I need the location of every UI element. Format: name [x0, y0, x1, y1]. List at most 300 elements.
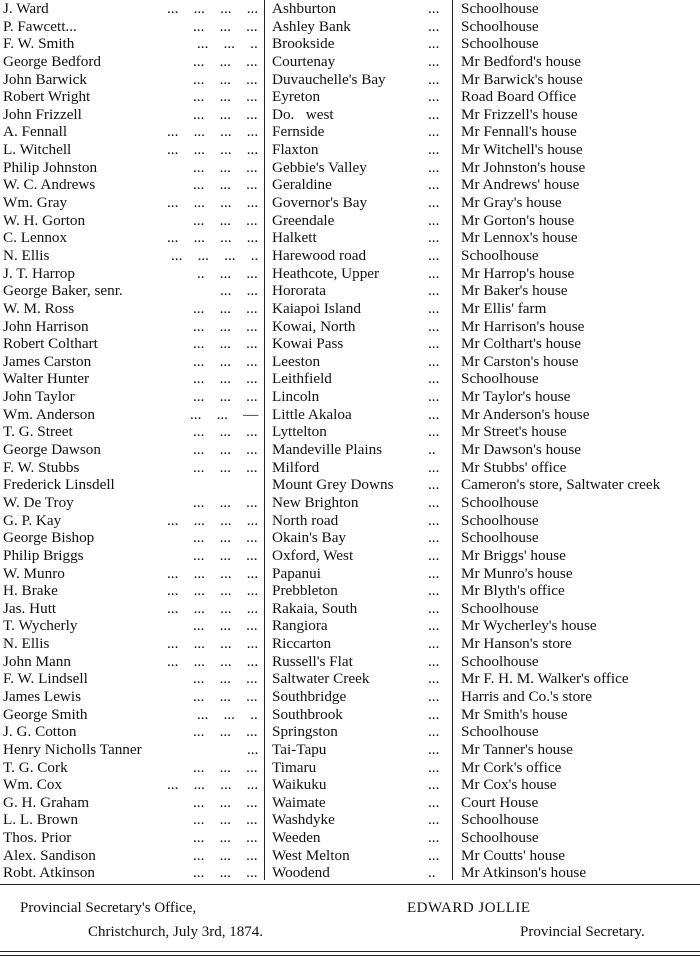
officer-name: J. G. Cotton [3, 723, 77, 741]
officer-name: John Harrison [3, 317, 89, 335]
polling-place: Harewood road [272, 246, 367, 264]
polling-location: Schoolhouse [461, 370, 539, 388]
leader-dots-2: ... [428, 352, 440, 370]
leader-dots: ... ... ... [193, 441, 258, 459]
leader-dots: ... ... ... [193, 546, 258, 564]
table-row [0, 88, 700, 106]
table-row [0, 123, 700, 141]
leader-dots-2: ... [428, 158, 440, 176]
polling-place: Flaxton [272, 141, 319, 159]
leader-dots: ... ... ... [193, 88, 258, 106]
leader-dots: ... ... ... [193, 617, 258, 635]
table-row [0, 0, 700, 18]
polling-place: Milford [272, 458, 320, 476]
polling-location: Mr Lennox's house [461, 229, 578, 247]
officer-name: N. Ellis [3, 635, 50, 653]
officer-name: W. De Troy [3, 493, 74, 511]
leader-dots-2: .. [428, 441, 436, 459]
leader-dots-2: ... [428, 582, 440, 600]
polling-place: Lincoln [272, 388, 320, 406]
leader-dots: ... ... ... [193, 670, 258, 688]
leader-dots-2: ... [428, 670, 440, 688]
officer-name: F. W. Lindsell [3, 670, 88, 688]
table-row [0, 635, 700, 653]
polling-location: Mr Johnston's house [461, 158, 586, 176]
polling-place: Gebbie's Valley [272, 158, 367, 176]
polling-location: Mr Bedford's house [461, 52, 582, 70]
officer-name: J. T. Harrop [3, 264, 75, 282]
leader-dots-2: ... [428, 70, 440, 88]
table-row [0, 265, 700, 283]
table-row [0, 653, 700, 671]
polling-location: Mr Tanner's house [461, 740, 573, 758]
leader-dots: ... ... ... [193, 52, 258, 70]
leader-dots: ... ... ... [193, 211, 258, 229]
date-line: Christchurch, July 3rd, 1874. [88, 924, 263, 940]
leader-dots-2: ... [428, 264, 440, 282]
polling-location: Mr Atkinson's house [461, 864, 587, 882]
officer-name: P. Fawcett... [3, 17, 77, 35]
leader-dots-2: ... [428, 282, 440, 300]
leader-dots-2: ... [428, 105, 440, 123]
leader-dots: ... ... ... ... [167, 652, 259, 670]
leader-dots-2: ... [428, 793, 440, 811]
polling-place: Halkett [272, 229, 317, 247]
polling-place: Leithfield [272, 370, 332, 388]
table-row [0, 794, 700, 812]
table-row [0, 247, 700, 265]
table-row [0, 106, 700, 124]
leader-dots: ... ... ... ... [167, 582, 259, 600]
officer-name: W. Munro [3, 564, 65, 582]
polling-place: West Melton [272, 846, 350, 864]
polling-location: Mr Wycherley's house [461, 617, 597, 635]
officer-name: George Bedford [3, 52, 101, 70]
table-row [0, 600, 700, 618]
table-row [0, 864, 700, 882]
leader-dots: ... ... ... ... [167, 511, 259, 529]
table-row [0, 459, 700, 477]
table-row [0, 282, 700, 300]
polling-place: Riccarton [272, 635, 332, 653]
leader-dots: ... ... ... [193, 335, 258, 353]
officer-name: John Taylor [3, 388, 75, 406]
leader-dots: ... ... ... [193, 105, 258, 123]
table-row [0, 617, 700, 635]
polling-location: Mr Ellis' farm [461, 299, 547, 317]
polling-location: Schoolhouse [461, 511, 539, 529]
leader-dots: ... ... ... ... [167, 123, 259, 141]
polling-place: Timaru [272, 758, 317, 776]
officer-name: F. W. Smith [3, 35, 75, 53]
polling-location: Mr Cox's house [461, 776, 557, 794]
leader-dots-2: ... [428, 0, 440, 17]
leader-dots-2: ... [428, 846, 440, 864]
polling-place: Fernside [272, 123, 325, 141]
leader-dots-2: ... [428, 423, 440, 441]
polling-place: Russell's Flat [272, 652, 353, 670]
footer-rule-bottom-2 [0, 955, 700, 956]
leader-dots: ... ... ... [193, 299, 258, 317]
officer-name: John Frizzell [3, 105, 82, 123]
polling-location: Mr Cork's office [461, 758, 562, 776]
table-row [0, 529, 700, 547]
leader-dots: ... ... ... [193, 793, 258, 811]
officer-name: Wm. Cox [3, 776, 63, 794]
leader-dots: .. ... ... [197, 264, 258, 282]
officer-name: H. Brake [3, 582, 58, 600]
polling-place: Oxford, West [272, 546, 354, 564]
table-row [0, 300, 700, 318]
polling-place: Waimate [272, 793, 326, 811]
polling-place: Heathcote, Upper [272, 264, 380, 282]
leader-dots: ... ... — [190, 405, 259, 423]
leader-dots: ... ... ... [193, 423, 258, 441]
leader-dots: ... ... ... [193, 529, 258, 547]
table-row [0, 194, 700, 212]
leader-dots: ... ... .. [197, 35, 258, 53]
officer-name: L. L. Brown [3, 811, 79, 829]
polling-location: Mr Hanson's store [461, 635, 572, 653]
leader-dots-2: .. [428, 864, 436, 882]
table-row [0, 512, 700, 530]
leader-dots: ... ... ... [193, 176, 258, 194]
leader-dots-2: ... [428, 123, 440, 141]
table-row [0, 670, 700, 688]
leader-dots-2: ... [428, 35, 440, 53]
leader-dots-2: ... [428, 687, 440, 705]
polling-place: Weeden [272, 829, 321, 847]
polling-location: Schoolhouse [461, 723, 539, 741]
table-row [0, 229, 700, 247]
officer-name: George Bishop [3, 529, 95, 547]
table-row [0, 406, 700, 424]
officer-name: Walter Hunter [3, 370, 90, 388]
leader-dots: ... ... ... [193, 493, 258, 511]
polling-location: Schoolhouse [461, 829, 539, 847]
polling-place: Duvauchelle's Bay [272, 70, 386, 88]
polling-place: Kaiapoi Island [272, 299, 361, 317]
table-row [0, 706, 700, 724]
polling-location: Court House [461, 793, 539, 811]
officer-name: F. W. Stubbs [3, 458, 80, 476]
officer-name: W. M. Ross [3, 299, 75, 317]
table-row [0, 759, 700, 777]
officer-name: George Smith [3, 705, 88, 723]
table-row [0, 212, 700, 230]
polling-location: Schoolhouse [461, 652, 539, 670]
leader-dots-2: ... [428, 617, 440, 635]
officer-name: James Carston [3, 352, 92, 370]
leader-dots: ... ... ... .. [171, 246, 259, 264]
table-row [0, 847, 700, 865]
footer-rule-top [0, 884, 700, 885]
polling-place: Rakaia, South [272, 599, 358, 617]
leader-dots-2: ... [428, 141, 440, 159]
polling-place: Woodend [272, 864, 330, 882]
polling-location: Road Board Office [461, 88, 577, 106]
table-row [0, 35, 700, 53]
leader-dots-2: ... [428, 723, 440, 741]
polling-location: Mr Witchell's house [461, 141, 583, 159]
leader-dots-2: ... [428, 405, 440, 423]
polling-place: Southbrook [272, 705, 343, 723]
leader-dots-2: ... [428, 17, 440, 35]
leader-dots: ... ... ... ... [167, 141, 259, 159]
leader-dots-2: ... [428, 176, 440, 194]
leader-dots: ... ... ... ... [167, 229, 259, 247]
leader-dots-2: ... [428, 370, 440, 388]
polling-location: Mr Fennall's house [461, 123, 577, 141]
polling-location: Mr Andrews' house [461, 176, 580, 194]
polling-location: Mr Gray's house [461, 194, 562, 212]
polling-place: Southbridge [272, 687, 347, 705]
polling-location: Mr Anderson's house [461, 405, 590, 423]
polling-location: Schoolhouse [461, 811, 539, 829]
table-row [0, 370, 700, 388]
table-row [0, 141, 700, 159]
officer-name: G. P. Kay [3, 511, 62, 529]
table-row [0, 688, 700, 706]
polling-location: Mr Taylor's house [461, 388, 571, 406]
leader-dots: ... ... ... [193, 370, 258, 388]
table-row [0, 18, 700, 36]
table-row [0, 565, 700, 583]
polling-location: Mr Dawson's house [461, 441, 582, 459]
polling-place: Tai-Tapu [272, 740, 327, 758]
polling-location: Mr Munro's house [461, 564, 573, 582]
officer-name: W. H. Gorton [3, 211, 86, 229]
polling-place: Papanui [272, 564, 321, 582]
signatory-name: EDWARD JOLLIE [407, 900, 531, 916]
officer-name: T. G. Street [3, 423, 73, 441]
polling-location: Schoolhouse [461, 493, 539, 511]
polling-place: Washdyke [272, 811, 335, 829]
polling-place: Lyttelton [272, 423, 327, 441]
officer-name: J. Ward [3, 0, 49, 17]
officer-name: John Mann [3, 652, 71, 670]
polling-place: Leeston [272, 352, 321, 370]
leader-dots-2: ... [428, 88, 440, 106]
polling-place: North road [272, 511, 339, 529]
table-row [0, 335, 700, 353]
table-row [0, 741, 700, 759]
officer-name: T. G. Cork [3, 758, 68, 776]
leader-dots-2: ... [428, 458, 440, 476]
table-row [0, 547, 700, 565]
table-row [0, 582, 700, 600]
leader-dots: ... ... ... ... [167, 635, 259, 653]
officer-name: Wm. Anderson [3, 405, 95, 423]
table-row [0, 53, 700, 71]
polling-location: Mr Coutts' house [461, 846, 565, 864]
leader-dots: ... ... ... ... [167, 599, 259, 617]
polling-place: Geraldine [272, 176, 332, 194]
officer-name: George Dawson [3, 441, 101, 459]
polling-place: Saltwater Creek [272, 670, 370, 688]
polling-location: Mr Baker's house [461, 282, 568, 300]
officer-name: Jas. Hutt [3, 599, 57, 617]
polling-place: Courtenay [272, 52, 336, 70]
officer-name: G. H. Graham [3, 793, 90, 811]
officer-name: Frederick Linsdell [3, 476, 115, 494]
leader-dots-2: ... [428, 317, 440, 335]
polling-place: Hororata [272, 282, 326, 300]
leader-dots: ... ... ... [193, 687, 258, 705]
polling-place: Kowai, North [272, 317, 356, 335]
leader-dots: ... ... ... ... [167, 776, 259, 794]
polling-place: Little Akaloa [272, 405, 352, 423]
leader-dots-2: ... [428, 529, 440, 547]
polling-place: Brookside [272, 35, 335, 53]
polling-place: Mount Grey Downs [272, 476, 394, 494]
leader-dots: ... ... .. [197, 705, 258, 723]
officer-name: T. Wycherly [3, 617, 78, 635]
polling-location: Mr Frizzell's house [461, 105, 578, 123]
polling-location: Mr Briggs' house [461, 546, 566, 564]
leader-dots: ... ... ... [193, 458, 258, 476]
leader-dots: ... ... ... [193, 158, 258, 176]
leader-dots: ... ... ... ... [167, 194, 259, 212]
leader-dots-2: ... [428, 476, 440, 494]
leader-dots-2: ... [428, 705, 440, 723]
leader-dots: ... ... ... [193, 846, 258, 864]
polling-location: Schoolhouse [461, 529, 539, 547]
leader-dots: ... ... ... [193, 864, 258, 882]
leader-dots: ... [247, 740, 259, 758]
officer-name: Henry Nicholls Tanner [3, 740, 142, 758]
leader-dots: ... ... ... [193, 352, 258, 370]
officer-name: Thos. Prior [3, 829, 72, 847]
leader-dots-2: ... [428, 599, 440, 617]
polling-location: Schoolhouse [461, 17, 539, 35]
leader-dots-2: ... [428, 299, 440, 317]
table-row [0, 723, 700, 741]
table-row [0, 176, 700, 194]
officer-name: George Baker, senr. [3, 282, 123, 300]
polling-location: Mr Blyth's office [461, 582, 565, 600]
polling-location: Schoolhouse [461, 246, 539, 264]
polling-place: Ashburton [272, 0, 337, 17]
polling-place: Mandeville Plains [272, 441, 383, 459]
leader-dots: ... ... ... [193, 723, 258, 741]
officer-name: Philip Johnston [3, 158, 98, 176]
polling-location: Schoolhouse [461, 0, 539, 17]
signatory-title: Provincial Secretary. [520, 924, 645, 940]
leader-dots-2: ... [428, 52, 440, 70]
leader-dots: ... ... [220, 282, 258, 300]
polling-location: Mr Carston's house [461, 352, 579, 370]
officer-name: Alex. Sandison [3, 846, 96, 864]
leader-dots: ... ... ... [193, 829, 258, 847]
polling-place: Springston [272, 723, 338, 741]
leader-dots-2: ... [428, 546, 440, 564]
leader-dots-2: ... [428, 829, 440, 847]
leader-dots-2: ... [428, 776, 440, 794]
polling-place: Eyreton [272, 88, 321, 106]
table-row [0, 388, 700, 406]
office-line: Provincial Secretary's Office, [20, 900, 197, 916]
polling-location: Mr Harrop's house [461, 264, 575, 282]
officer-name: Robert Wright [3, 88, 91, 106]
officer-name: Philip Briggs [3, 546, 84, 564]
officer-name: W. C. Andrews [3, 176, 96, 194]
leader-dots: ... ... ... [193, 70, 258, 88]
leader-dots-2: ... [428, 811, 440, 829]
leader-dots: ... ... ... ... [167, 564, 259, 582]
officer-name: Robt. Atkinson [3, 864, 95, 882]
polling-place: Waikuku [272, 776, 327, 794]
leader-dots-2: ... [428, 246, 440, 264]
polling-place: Rangiora [272, 617, 328, 635]
leader-dots: ... ... ... ... [167, 0, 259, 17]
leader-dots-2: ... [428, 652, 440, 670]
leader-dots: ... ... ... [193, 388, 258, 406]
polling-location: Mr Stubbs' office [461, 458, 567, 476]
polling-location: Mr Harrison's house [461, 317, 585, 335]
officer-name: John Barwick [3, 70, 87, 88]
polling-place: Prebbleton [272, 582, 338, 600]
officer-name: C. Lennox [3, 229, 68, 247]
officer-name: N. Ellis [3, 246, 50, 264]
officer-name: A. Fennall [3, 123, 68, 141]
leader-dots: ... ... ... [193, 758, 258, 776]
leader-dots: ... ... ... [193, 811, 258, 829]
table-row [0, 476, 700, 494]
polling-place: Governor's Bay [272, 194, 368, 212]
table-row [0, 71, 700, 89]
polling-place: Do. west [272, 105, 334, 123]
polling-location: Cameron's store, Saltwater creek [461, 476, 661, 494]
table-row [0, 441, 700, 459]
leader-dots: ... ... ... [193, 17, 258, 35]
table-row [0, 318, 700, 336]
leader-dots-2: ... [428, 388, 440, 406]
polling-place: New Brighton [272, 493, 359, 511]
polling-location: Mr Street's house [461, 423, 567, 441]
officer-name: L. Witchell [3, 141, 72, 159]
leader-dots-2: ... [428, 758, 440, 776]
table-row [0, 829, 700, 847]
leader-dots-2: ... [428, 740, 440, 758]
polling-place: Greendale [272, 211, 335, 229]
leader-dots-2: ... [428, 194, 440, 212]
footer-rule-bottom-1 [0, 951, 700, 952]
officer-name: Wm. Gray [3, 194, 68, 212]
table-row [0, 353, 700, 371]
polling-location: Mr Colthart's house [461, 335, 582, 353]
table-row [0, 423, 700, 441]
leader-dots-2: ... [428, 511, 440, 529]
polling-location: Schoolhouse [461, 599, 539, 617]
polling-location: Mr Smith's house [461, 705, 568, 723]
polling-location: Mr F. H. M. Walker's office [461, 670, 629, 688]
leader-dots-2: ... [428, 229, 440, 247]
table-row [0, 811, 700, 829]
table-row [0, 776, 700, 794]
officer-name: Robert Colthart [3, 335, 98, 353]
polling-location: Mr Barwick's house [461, 70, 583, 88]
leader-dots-2: ... [428, 211, 440, 229]
leader-dots-2: ... [428, 493, 440, 511]
polling-location: Harris and Co.'s store [461, 687, 592, 705]
polling-location: Schoolhouse [461, 35, 539, 53]
polling-place: Okain's Bay [272, 529, 347, 547]
leader-dots: ... ... ... [193, 317, 258, 335]
polling-location: Mr Gorton's house [461, 211, 575, 229]
leader-dots-2: ... [428, 564, 440, 582]
table-row [0, 159, 700, 177]
